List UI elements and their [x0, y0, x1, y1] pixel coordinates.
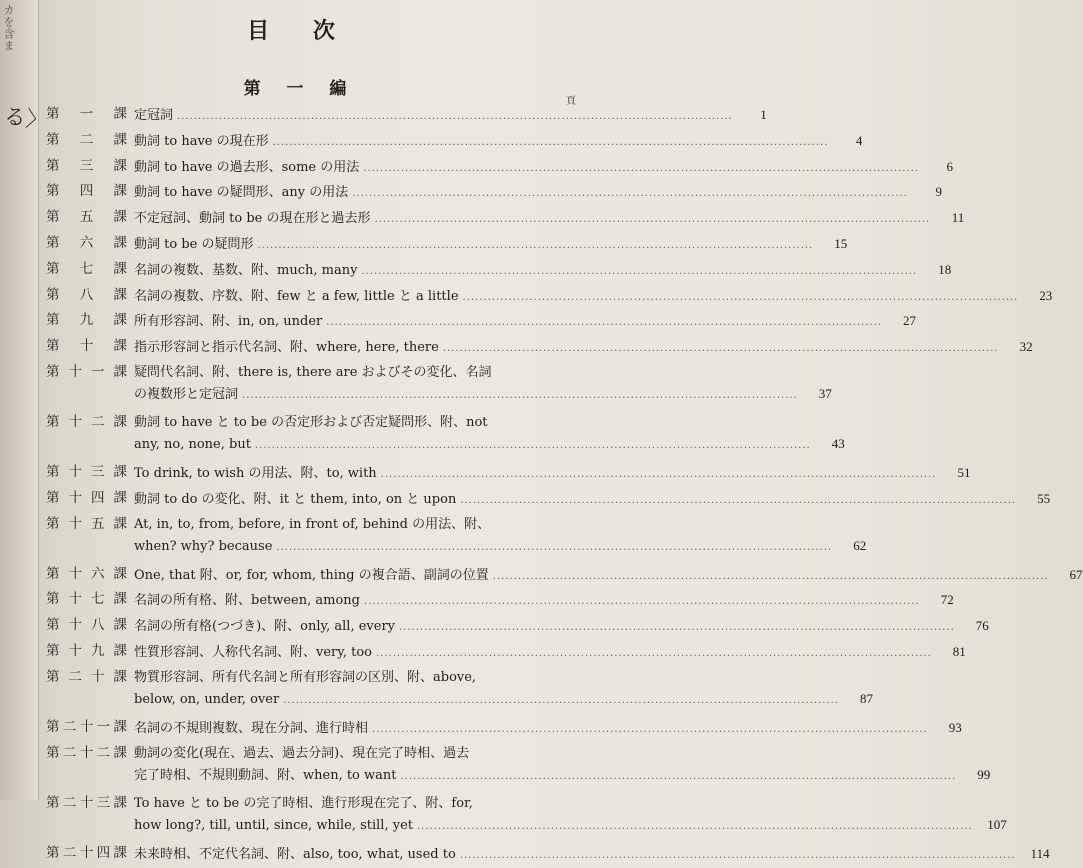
- toc-leader-dots: [460, 845, 1016, 866]
- toc-lesson-number: 第 十 五 課: [46, 515, 128, 532]
- toc-description: [134, 667, 873, 711]
- toc-row: [46, 793, 1007, 837]
- toc-description-line: [134, 843, 1050, 866]
- gutter-facing-page-text: カを含ま: [2, 4, 15, 52]
- toc-row: [46, 589, 954, 612]
- toc-leader-dots: [273, 132, 829, 153]
- toc-description-line: [134, 488, 1050, 511]
- toc-leader-dots: [276, 537, 832, 558]
- toc-row: [46, 488, 1051, 511]
- toc-page-number: 9: [935, 184, 942, 200]
- toc-description-text: の複数形と定冠詞: [134, 386, 239, 402]
- toc-row: [46, 843, 1050, 866]
- toc-description: [134, 488, 1050, 511]
- toc-description-text: 名詞の所有格、附、between, among: [134, 593, 360, 609]
- toc-description-text: 所有形容詞、附、in, on, under: [134, 314, 323, 330]
- toc-description: [134, 130, 862, 153]
- toc-description-text: 動詞 to do の変化、附、it と them, into, on と upon: [134, 491, 457, 507]
- toc-leader-dots: [363, 158, 919, 179]
- toc-row: [46, 207, 965, 230]
- toc-description-text: any, no, none, but: [134, 436, 251, 452]
- toc-description-line: [134, 383, 832, 406]
- toc-description: [134, 615, 989, 638]
- toc-lesson-number: 第二十一課: [46, 718, 128, 735]
- toc-lesson-number: 第 十 七 課: [46, 591, 128, 608]
- toc-description-line: [134, 104, 767, 127]
- toc-description-line: [134, 535, 866, 558]
- toc-page-number: 15: [834, 235, 848, 251]
- toc-row: [46, 104, 767, 127]
- toc-description-text: To drink, to wish の用法、附、to, with: [134, 465, 377, 481]
- toc-description-text: 完了時相、不規則動詞、附、when, to want: [134, 767, 397, 783]
- toc-description-line: [134, 412, 845, 433]
- toc-row: [46, 130, 863, 153]
- toc-lesson-number: 第 一 課: [46, 106, 128, 122]
- toc-description: [134, 412, 845, 456]
- toc-description-text: how long?, till, until, since, while, still, yet: [134, 817, 413, 833]
- toc-description: [134, 336, 1033, 359]
- toc-page-number: 4: [855, 132, 863, 148]
- toc-lesson-number: 第二十三課: [46, 794, 128, 811]
- toc-lesson-number: 第 十 四 課: [46, 489, 128, 506]
- toc-leader-dots: [257, 235, 813, 256]
- toc-page-number: 11: [951, 210, 965, 226]
- toc-description-line: [134, 362, 832, 383]
- toc-page-number: 27: [903, 313, 917, 329]
- toc-lesson-number: 第 七 課: [46, 260, 128, 277]
- toc-page-number: 99: [977, 766, 991, 782]
- toc-description-line: [134, 764, 990, 787]
- toc-leader-dots: [493, 566, 1049, 587]
- toc-leader-dots: [177, 106, 733, 127]
- toc-description-line: [134, 336, 1033, 359]
- toc-lesson-number: 第 四 課: [46, 183, 128, 200]
- toc-lesson-number: 第 三 課: [46, 157, 128, 174]
- toc-page-number: 23: [1039, 287, 1053, 303]
- toc-page-number: 76: [975, 618, 989, 634]
- toc-lesson-number: 第二十四課: [46, 844, 128, 861]
- toc-page-number: 43: [831, 435, 845, 451]
- toc-lesson-number: 第 六 課: [46, 234, 128, 251]
- toc-description-text: 性質形容詞、人称代名詞、附、very, too: [134, 644, 373, 660]
- toc-page-number: 6: [946, 158, 954, 174]
- toc-leader-dots: [326, 312, 882, 333]
- toc-description-text: 名詞の所有格(つづき)、附、only, all, every: [134, 619, 396, 635]
- toc-description: [134, 285, 1052, 308]
- toc-description-line: [134, 743, 990, 764]
- toc-description: [134, 104, 767, 127]
- toc-description: [134, 362, 832, 406]
- toc-page-number: 81: [952, 643, 966, 659]
- page-column-label: 頁: [566, 96, 576, 107]
- toc-description-line: [134, 310, 916, 333]
- toc-description-text: 動詞 to have と to be の否定形および否定疑問形、附、not: [134, 414, 488, 430]
- toc-row: [46, 462, 971, 485]
- toc-description-text: 不定冠詞、動詞 to be の現在形と過去形: [134, 211, 371, 227]
- toc-leader-dots: [381, 464, 937, 485]
- toc-leader-dots: [352, 183, 908, 204]
- toc-page-number: 55: [1037, 490, 1051, 506]
- toc-row: [46, 285, 1053, 308]
- toc-page-number: 67: [1069, 566, 1083, 582]
- toc-leader-dots: [374, 209, 930, 230]
- toc-row: [46, 743, 991, 787]
- toc-page-number: 93: [948, 719, 962, 735]
- toc-lesson-number: 第 五 課: [46, 209, 128, 226]
- section-heading: 第 一 編: [243, 79, 357, 99]
- toc-description-text: 動詞 to have の過去形、some の用法: [134, 159, 360, 175]
- toc-description-line: [134, 181, 942, 204]
- toc-description-text: 物質形容詞、所有代名詞と所有形容詞の区別、附、above,: [134, 669, 477, 685]
- toc-description-text: One, that 附、or, for, whom, thing の複合語、副詞の位置: [134, 567, 489, 583]
- toc-description-line: [134, 793, 1007, 814]
- toc-description-line: [134, 233, 847, 256]
- toc-lesson-number: 第 十 八 課: [46, 617, 128, 634]
- toc-description-text: when? why? because: [134, 538, 273, 554]
- toc-description-line: [134, 433, 845, 456]
- toc-leader-dots: [283, 690, 839, 711]
- toc-row: [46, 233, 848, 256]
- toc-description-text: 指示形容詞と指示代名詞、附、where, here, there: [134, 340, 439, 356]
- toc-page-number: 87: [859, 690, 873, 706]
- toc-description: [134, 259, 951, 282]
- toc-lesson-number: 第 二 十 課: [46, 668, 128, 685]
- toc-description: [134, 156, 953, 179]
- toc-description-text: 定冠詞: [134, 108, 174, 123]
- toc-description-line: [134, 667, 873, 688]
- toc-description-line: [134, 717, 962, 740]
- toc-description-line: [134, 589, 954, 612]
- toc-page-number: 18: [938, 261, 952, 277]
- toc-page-number: 51: [957, 464, 971, 480]
- toc-page-number: 72: [940, 592, 954, 608]
- toc-description-text: At, in, to, from, before, in front of, behind の用法、附、: [134, 516, 491, 532]
- toc-page-number: 37: [818, 385, 832, 401]
- toc-description: [134, 743, 990, 787]
- book-gutter: [0, 0, 50, 800]
- toc-description-text: 未来時相、不定代名詞、附、also, too, what, used to: [134, 846, 456, 862]
- toc-description-text: 名詞の不規則複数、現在分詞、進行時相: [134, 720, 369, 736]
- toc-description-line: [134, 156, 953, 179]
- toc-page-number: 107: [987, 816, 1007, 832]
- toc-description-line: [134, 259, 951, 282]
- toc-page-number: 62: [853, 537, 867, 553]
- toc-description: [134, 564, 1083, 587]
- toc-leader-dots: [463, 287, 1019, 308]
- toc-leader-dots: [417, 816, 973, 837]
- toc-description-line: [134, 514, 866, 535]
- toc-leader-dots: [460, 490, 1016, 511]
- toc-description: [134, 641, 966, 664]
- toc-leader-dots: [255, 435, 811, 456]
- handwritten-mark-icon: る〉: [2, 104, 50, 135]
- toc-row: [46, 336, 1033, 359]
- toc-row: [46, 717, 962, 740]
- toc-description: [134, 207, 964, 230]
- toc-leader-dots: [372, 719, 928, 740]
- toc-row: [46, 310, 917, 333]
- toc-description: [134, 589, 954, 612]
- toc-description-text: 名詞の複数、序数、附、few と a few, little と a little: [134, 288, 459, 304]
- toc-description-line: [134, 615, 989, 638]
- toc-page-number: 32: [1019, 339, 1033, 355]
- toc-leader-dots: [364, 591, 920, 612]
- toc-description: [134, 310, 916, 333]
- toc-row: [46, 667, 873, 711]
- toc-description-line: [134, 814, 1007, 837]
- toc-leader-dots: [376, 643, 932, 664]
- toc-description-line: [134, 564, 1083, 587]
- toc-lesson-number: 第 十 三 課: [46, 463, 128, 480]
- toc-page-number: 114: [1030, 845, 1050, 861]
- toc-description: [134, 181, 942, 204]
- toc-row: [46, 181, 942, 204]
- toc-page-number: 1: [760, 107, 767, 122]
- toc-lesson-number: 第 二 課: [46, 131, 128, 148]
- toc-description-text: 動詞 to be の疑問形: [134, 236, 254, 252]
- toc-row: [46, 362, 832, 406]
- toc-row: [46, 615, 989, 638]
- toc-leader-dots: [401, 766, 957, 787]
- toc-description: [134, 514, 866, 558]
- toc-lesson-number: 第 八 課: [46, 286, 128, 303]
- toc-description-text: 動詞の変化(現在、過去、過去分詞)、現在完了時相、過去: [134, 745, 470, 761]
- toc-description: [134, 462, 970, 485]
- toc-description-line: [134, 688, 873, 711]
- toc-description-text: below, on, under, over: [134, 691, 280, 707]
- toc-leader-dots: [399, 617, 955, 638]
- toc-row: [46, 641, 966, 664]
- toc-lesson-number: 第二十二課: [46, 744, 128, 761]
- toc-lesson-number: 第 十 九 課: [46, 642, 128, 659]
- toc-row: [46, 156, 954, 179]
- toc-description-line: [134, 641, 966, 664]
- toc-leader-dots: [242, 385, 798, 406]
- toc-leader-dots: [443, 338, 999, 359]
- toc-description-text: 名詞の複数、基数、附、much, many: [134, 262, 358, 278]
- toc-description-line: [134, 285, 1052, 308]
- toc-description-line: [134, 207, 964, 230]
- toc-description-text: 動詞 to have の疑問形、any の用法: [134, 185, 349, 201]
- toc-description-line: [134, 130, 862, 153]
- toc-lesson-number: 第 十 二 課: [46, 413, 128, 430]
- toc-description: [134, 717, 962, 740]
- toc-description: [134, 793, 1007, 837]
- toc-leader-dots: [361, 261, 917, 282]
- toc-lesson-number: 第 十 六 課: [46, 565, 128, 582]
- page-title: 目 次: [247, 18, 353, 44]
- toc-row: [46, 259, 952, 282]
- table-of-contents: [46, 104, 1083, 868]
- toc-description-text: To have と to be の完了時相、進行形現在完了、附、for,: [134, 795, 473, 811]
- toc-row: [46, 514, 867, 558]
- toc-lesson-number: 第 九 課: [46, 312, 128, 329]
- toc-lesson-number: 第 十 課: [46, 338, 128, 355]
- toc-description-text: 動詞 to have の現在形: [134, 133, 269, 149]
- toc-row: [46, 412, 845, 456]
- toc-description: [134, 233, 847, 256]
- toc-lesson-number: 第十一課: [46, 363, 128, 380]
- toc-description: [134, 843, 1050, 866]
- toc-description-line: [134, 462, 970, 485]
- toc-row: [46, 564, 1083, 587]
- toc-description-text: 疑問代名詞、附、there is, there are およびその変化、名詞: [134, 364, 492, 380]
